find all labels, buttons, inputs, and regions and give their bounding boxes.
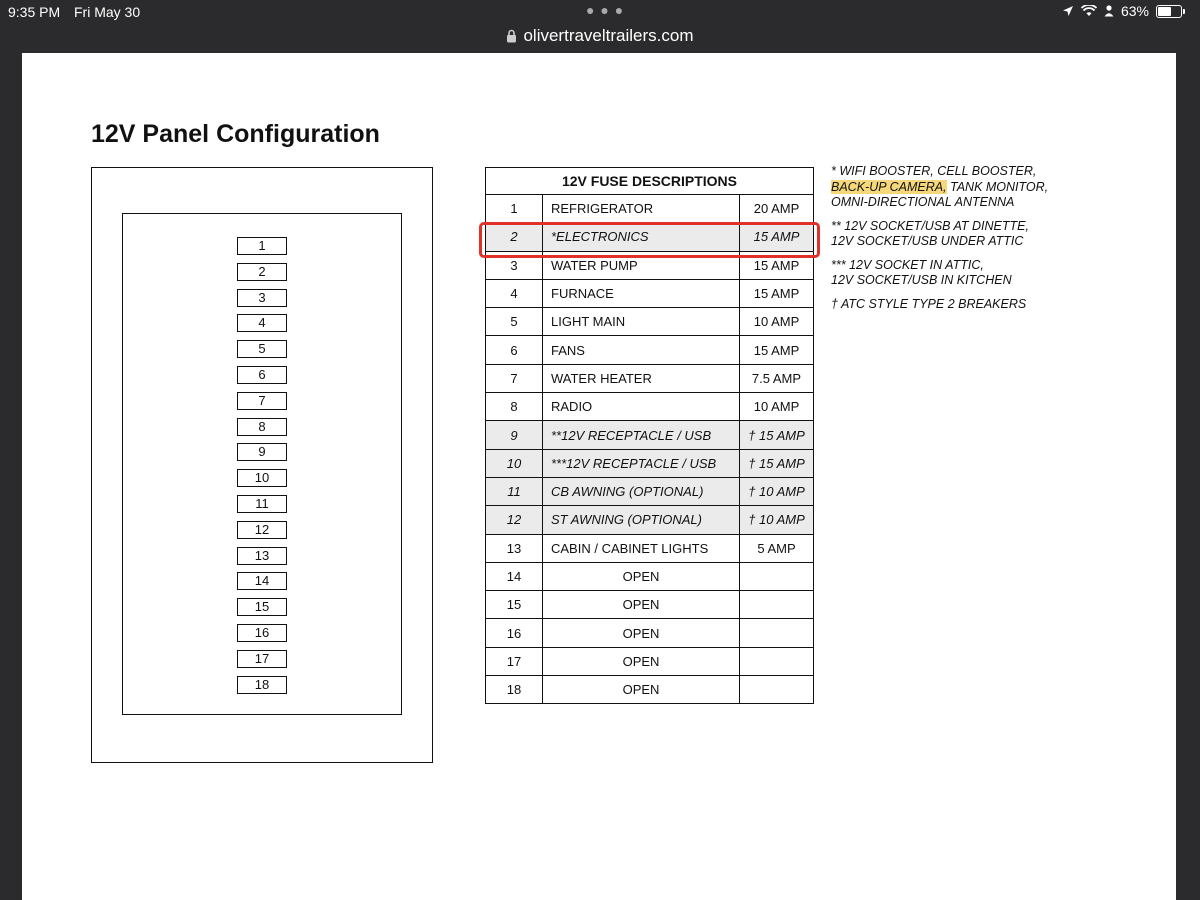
fuse-amperage: † 15 AMP xyxy=(740,421,814,449)
fuse-description: CB AWNING (OPTIONAL) xyxy=(543,477,740,505)
panel-slot: 18 xyxy=(237,676,287,694)
status-bar xyxy=(0,0,1200,24)
fuse-description: FANS xyxy=(543,336,740,364)
fuse-amperage: 15 AMP xyxy=(740,279,814,307)
fuse-number: 8 xyxy=(486,393,543,421)
fuse-number: 2 xyxy=(486,223,543,251)
table-row xyxy=(486,619,814,647)
fuse-description: WATER PUMP xyxy=(543,251,740,279)
fuse-amperage xyxy=(740,562,814,590)
panel-slot: 1 xyxy=(237,237,287,255)
panel-slot: 14 xyxy=(237,572,287,590)
fuse-description: FURNACE xyxy=(543,279,740,307)
fuse-description: OPEN xyxy=(543,676,740,704)
panel-slot: 16 xyxy=(237,624,287,642)
table-row xyxy=(486,393,814,421)
fuse-amperage xyxy=(740,676,814,704)
panel-slot: 4 xyxy=(237,314,287,332)
fuse-number: 16 xyxy=(486,619,543,647)
address-bar[interactable] xyxy=(0,24,1200,52)
table-row xyxy=(486,676,814,704)
battery-fill xyxy=(1158,7,1171,16)
panel-slot: 15 xyxy=(237,598,287,616)
table-row xyxy=(486,647,814,675)
note-4: † ATC STYLE TYPE 2 BREAKERS xyxy=(831,296,1027,311)
fuse-description: RADIO xyxy=(543,393,740,421)
fuse-description: OPEN xyxy=(543,591,740,619)
fuse-description: ***12V RECEPTACLE / USB xyxy=(543,449,740,477)
fuse-amperage: 15 AMP xyxy=(740,223,814,251)
fuse-description: *ELECTRONICS xyxy=(543,223,740,251)
panel-slot: 5 xyxy=(237,340,287,358)
fuse-description: OPEN xyxy=(543,647,740,675)
note-3-line-b: 12V SOCKET/USB IN KITCHEN xyxy=(831,273,1012,287)
fuse-amperage: 5 AMP xyxy=(740,534,814,562)
page-title: 12V Panel Configuration xyxy=(91,120,380,148)
note-1-highlighted-text: BACK-UP CAMERA, xyxy=(831,179,947,194)
battery-icon xyxy=(1156,5,1182,18)
fuse-number: 11 xyxy=(486,477,543,505)
fuse-number: 4 xyxy=(486,279,543,307)
fuse-number: 14 xyxy=(486,562,543,590)
panel-slot: 2 xyxy=(237,263,287,281)
panel-slot: 10 xyxy=(237,469,287,487)
fuse-description: OPEN xyxy=(543,619,740,647)
fuse-description: LIGHT MAIN xyxy=(543,308,740,336)
fuse-description: WATER HEATER xyxy=(543,364,740,392)
fuse-number: 1 xyxy=(486,195,543,223)
status-right xyxy=(1062,3,1182,19)
fuse-number: 15 xyxy=(486,591,543,619)
table-row xyxy=(486,562,814,590)
fuse-number: 9 xyxy=(486,421,543,449)
fuse-amperage: 20 AMP xyxy=(740,195,814,223)
fuse-number: 6 xyxy=(486,336,543,364)
fuse-description: ST AWNING (OPTIONAL) xyxy=(543,506,740,534)
wifi-icon xyxy=(1081,5,1097,17)
highlight-box xyxy=(479,222,820,258)
table-row xyxy=(486,449,814,477)
panel-slot: 11 xyxy=(237,495,287,513)
table-row xyxy=(486,195,814,223)
panel-slot: 9 xyxy=(237,443,287,461)
note-1-line-a: * WIFI BOOSTER, CELL BOOSTER, xyxy=(831,164,1037,178)
table-row xyxy=(486,364,814,392)
fuse-amperage: 15 AMP xyxy=(740,251,814,279)
note-3-line-a: *** 12V SOCKET IN ATTIC, xyxy=(831,257,984,272)
panel-slot: 12 xyxy=(237,521,287,539)
fuse-amperage: 15 AMP xyxy=(740,336,814,364)
fuse-number: 3 xyxy=(486,251,543,279)
note-2-line-b: 12V SOCKET/USB UNDER ATTIC xyxy=(831,234,1024,248)
fuse-amperage: 10 AMP xyxy=(740,308,814,336)
fuse-number: 13 xyxy=(486,534,543,562)
fuse-description: REFRIGERATOR xyxy=(543,195,740,223)
table-row xyxy=(486,421,814,449)
fuse-number: 7 xyxy=(486,364,543,392)
table-row xyxy=(486,534,814,562)
note-1-line-b: TANK MONITOR, xyxy=(946,179,1049,194)
fuse-table-header: 12V FUSE DESCRIPTIONS xyxy=(486,168,814,195)
battery-percent: 63% xyxy=(1120,3,1149,19)
location-arrow-icon xyxy=(1062,5,1074,17)
fuse-amperage xyxy=(740,647,814,675)
note-2-line-a: ** 12V SOCKET/USB AT DINETTE, xyxy=(831,218,1029,233)
fuse-number: 18 xyxy=(486,676,543,704)
table-row xyxy=(486,591,814,619)
table-row xyxy=(486,477,814,505)
fuse-amperage: † 15 AMP xyxy=(740,449,814,477)
fuse-amperage: † 10 AMP xyxy=(740,477,814,505)
table-row xyxy=(486,308,814,336)
url-text[interactable]: olivertraveltrailers.com xyxy=(523,26,694,45)
fuse-number: 17 xyxy=(486,647,543,675)
fuse-description: CABIN / CABINET LIGHTS xyxy=(543,534,740,562)
fuse-description: OPEN xyxy=(543,562,740,590)
panel-slot: 17 xyxy=(237,650,287,668)
panel-slot: 7 xyxy=(237,392,287,410)
note-1-line-c: OMNI-DIRECTIONAL ANTENNA xyxy=(831,195,1015,209)
fuse-amperage: 7.5 AMP xyxy=(740,364,814,392)
table-row xyxy=(486,506,814,534)
fuse-amperage xyxy=(740,619,814,647)
panel-slot: 3 xyxy=(237,289,287,307)
table-row xyxy=(486,279,814,307)
fuse-amperage: † 10 AMP xyxy=(740,506,814,534)
panel-slot: 8 xyxy=(237,418,287,436)
status-time: 9:35 PM xyxy=(8,4,61,20)
multitasking-dots-icon[interactable]: ● ● ● xyxy=(586,2,625,18)
fuse-number: 10 xyxy=(486,449,543,477)
table-row xyxy=(486,336,814,364)
status-date: Fri May 30 xyxy=(74,4,141,20)
fuse-number: 12 xyxy=(486,506,543,534)
fuse-amperage: 10 AMP xyxy=(740,393,814,421)
fuse-number: 5 xyxy=(486,308,543,336)
person-icon xyxy=(1104,5,1114,17)
fuse-description: **12V RECEPTACLE / USB xyxy=(543,421,740,449)
fuse-amperage xyxy=(740,591,814,619)
panel-slot: 13 xyxy=(237,547,287,565)
lock-icon xyxy=(506,29,517,43)
panel-slot: 6 xyxy=(237,366,287,384)
fuse-notes xyxy=(831,164,1071,320)
